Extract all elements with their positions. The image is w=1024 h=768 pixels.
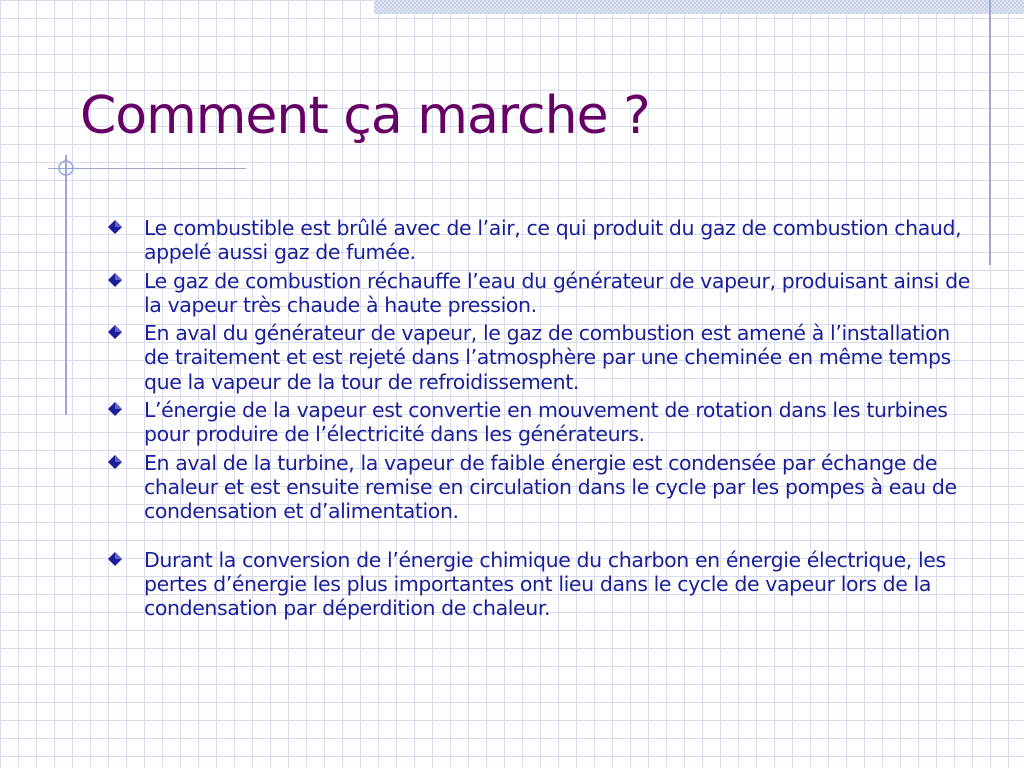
bullet-item <box>108 451 978 524</box>
title-underline-rule <box>48 168 246 169</box>
diamond-bullet-icon <box>108 402 122 416</box>
decorative-top-band <box>374 0 1024 14</box>
diamond-bullet-icon <box>108 552 122 566</box>
bullet-item <box>108 398 978 447</box>
bullet-item <box>108 269 978 318</box>
bullet-item <box>108 548 978 621</box>
diamond-bullet-icon <box>108 273 122 287</box>
crosshair-circle-icon <box>56 158 76 178</box>
decorative-left-rule <box>65 155 67 415</box>
bullet-text: Le gaz de combustion réchauffe l’eau du générateur de vapeur, produisant ainsi de la vapeur très chaude à haute pression. <box>144 268 970 317</box>
bullet-item <box>108 321 978 394</box>
bullet-text: Durant la conversion de l’énergie chimique du charbon en énergie électrique, les pertes d’énergie les plus importantes ont lieu dans le cycle de vapeur lors de la condensation par déperdition de chaleur. <box>144 547 946 621</box>
bullet-text: En aval de la turbine, la vapeur de faible énergie est condensée par échange de chaleur et est ensuite remise en circulation dans le cycle par les pompes à eau de condensation et d’alimentation. <box>144 450 957 524</box>
bullet-text: Le combustible est brûlé avec de l’air, ce qui produit du gaz de combustion chaud, appelé aussi gaz de fumée. <box>144 216 962 265</box>
decorative-right-rule <box>989 0 991 265</box>
slide-title: Comment ça marche ? <box>80 86 650 146</box>
bullet-item <box>108 216 978 265</box>
diamond-bullet-icon <box>108 325 122 339</box>
bullet-text: En aval du générateur de vapeur, le gaz de combustion est amené à l’installation de traitement et est rejeté dans l’atmosphère par une cheminée en même temps que la vapeur de la tour de refroidissement. <box>144 321 951 394</box>
diamond-bullet-icon <box>108 455 122 469</box>
bullet-list <box>108 216 978 624</box>
bullet-text: L’énergie de la vapeur est convertie en mouvement de rotation dans les turbines pour produire de l’électricité dans les générateurs. <box>144 398 948 447</box>
diamond-bullet-icon <box>108 220 122 234</box>
